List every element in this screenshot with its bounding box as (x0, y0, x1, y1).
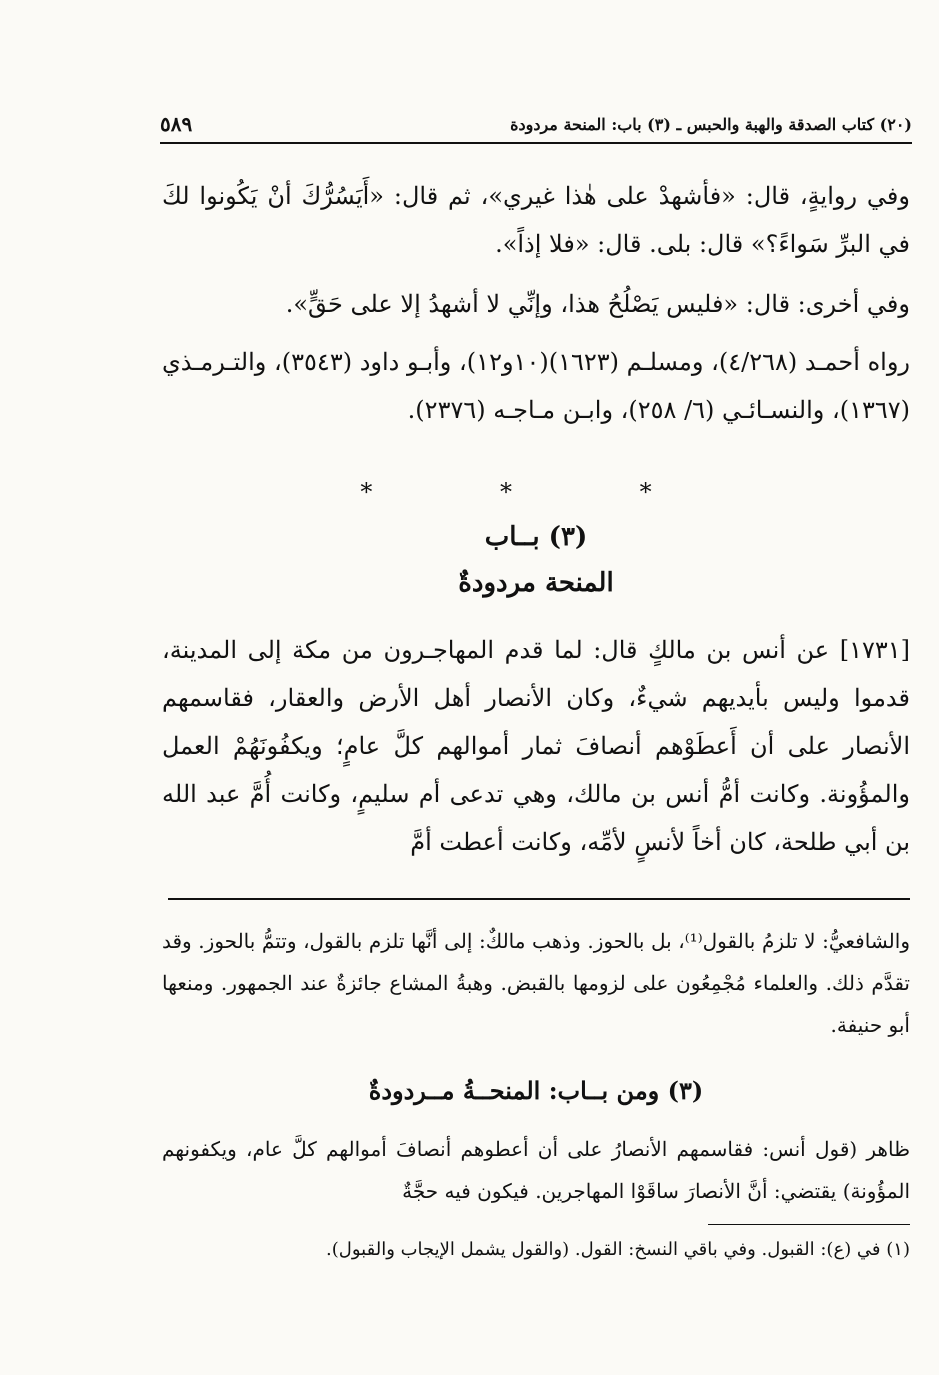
footnote: (١) في (ع): القبول. وفي باقي النسخ: القول. (والقول يشمل الإيجاب والقبول). (326, 1239, 910, 1260)
commentary-paragraph-2: ظاهر (قول أنس: فقاسمهم الأنصارُ على أن أعطوهم أنصافَ أموالهم كلَّ عام، ويكفونهم المؤُونة) يقتضي: أنَّ الأنصارَ ساقَوْا المهاجرين. فيكون فيه حجَّةٌ (162, 1137, 910, 1203)
commentary-divider (168, 898, 910, 900)
chapter-subtitle: المنحة مردودةٌ (458, 568, 614, 598)
narration-paragraph: وفي روايةٍ، قال: «فأشهدْ على هٰذا غيري»، ثم قال: «أَيَسُرُّكَ أنْ يَكُونوا لكَ في البرِّ سَواءً؟» قال: بلى. قال: «فلا إذاً». (162, 182, 910, 258)
footnote-divider (708, 1224, 910, 1225)
page-header (160, 106, 912, 142)
chapter-title: (٣) بــاب (484, 522, 588, 552)
section-stars: * * * (360, 478, 712, 506)
commentary-paragraph: والشافعيُّ: لا تلزمُ بالقول⁽¹⁾، بل بالحوز. وذهب مالكٌ: إلى أنَّها تلزم بالقول، وتتمُّ بالحوز. وقد تقدَّم ذلك. والعلماء مُجْمِعُون على لزومها بالقبض. وهبةُ المشاع جائزةٌ عند الجمهور. ومنعها أبو حنيفة. (162, 929, 910, 1037)
header-rule (160, 142, 912, 144)
narration-paragraph-2: وفي أخرى: قال: «فليس يَصْلُحُ هذا، وإنِّي لا أشهدُ إلا على حَقٍّ». (285, 290, 910, 318)
page-number: ٥٨٩ (160, 112, 193, 136)
running-title: (٢٠) كتاب الصدقة والهبة والحبس ـ (٣) باب: المنحة مردودة (510, 114, 912, 134)
hadith-paragraph: [١٧٣١] عن أنس بن مالكٍ قال: لما قدم المهاجـرون من مكة إلى المدينة، قدموا وليس بأيديهم شيءٌ، وكان الأنصار أهل الأرض والعقار، فقاسمهم الأنصار على أن أَعطَوْهم أنصافَ ثمار أموالهم كلَّ عامٍ؛ ويكفُونَهُمْ العمل والمؤُونة. وكانت أمُّ أنس بن مالك، وهي تدعى أم سليمٍ، وكانت أُمَّ عبد الله بن أبي طلحة، كان أخاً لأنسٍ لأمِّه، وكانت أعطت أمَّ (162, 636, 910, 856)
takhrij-paragraph: رواه أحمـد (٤/٢٦٨)، ومسلـم (١٦٢٣)(١٠و١٢)، وأبـو داود (٣٥٤٣)، والتـرمـذي (١٣٦٧)، والنسـائـي (٦/ ٢٥٨)، وابـن مـاجـه (٢٣٧٦). (162, 348, 911, 424)
commentary-heading: (٣) ومن بــاب: المنحــةُ مــردودةٌ (368, 1076, 704, 1105)
